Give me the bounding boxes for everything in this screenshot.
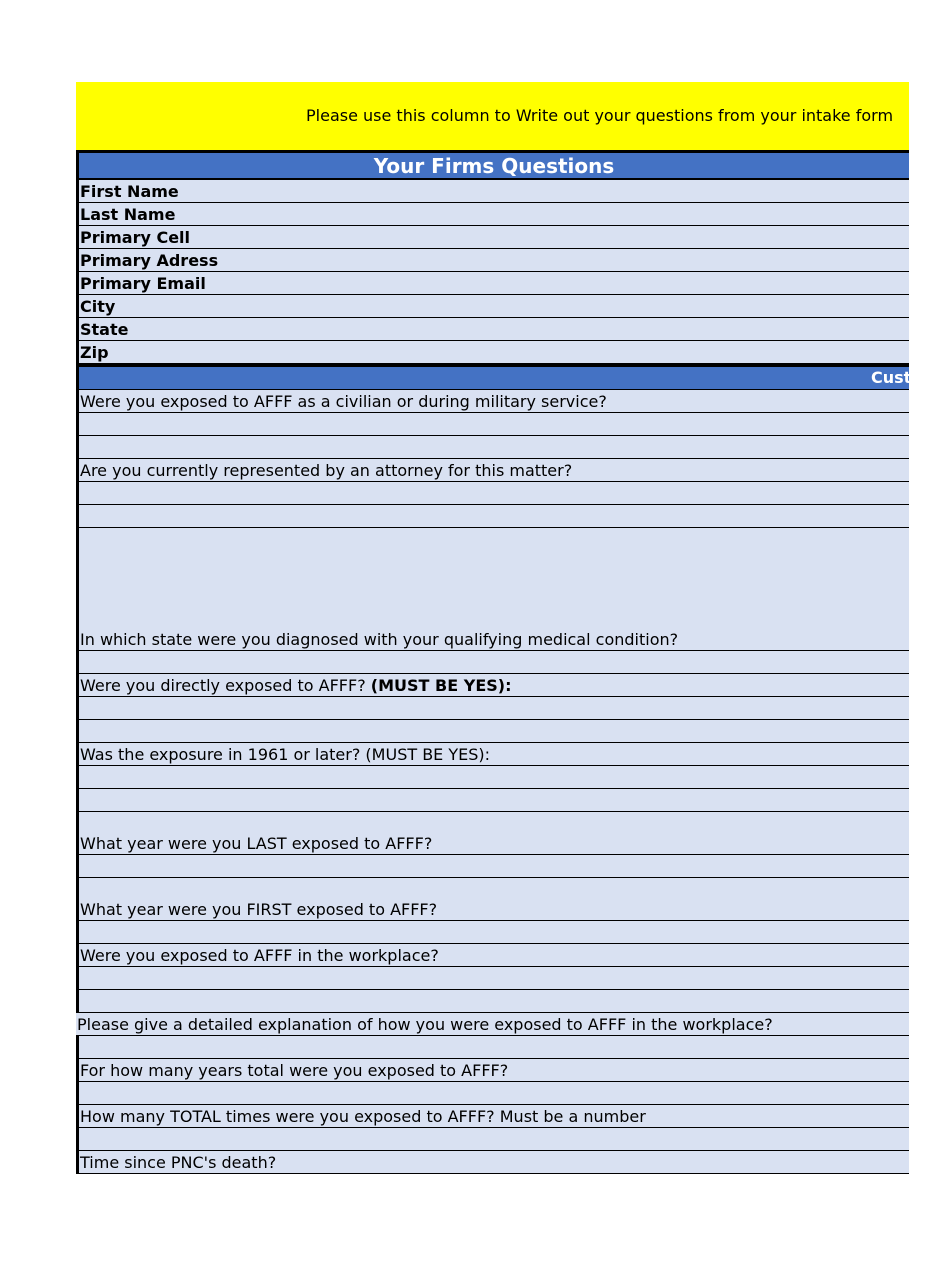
- blank-row[interactable]: [79, 1082, 909, 1105]
- question-text: Were you directly exposed to AFFF?: [80, 676, 366, 695]
- question-row[interactable]: Were you exposed to AFFF in the workplace?: [79, 944, 909, 967]
- blank-row[interactable]: [79, 413, 909, 436]
- question-row[interactable]: For how many years total were you exposed to AFFF?: [79, 1059, 909, 1082]
- custom-section-header: Custom: [79, 364, 909, 390]
- question-row[interactable]: Time since PNC's death?: [79, 1151, 909, 1174]
- firm-questions-title: Your Firms Questions: [76, 150, 909, 180]
- cell-first-name[interactable]: First Name: [79, 180, 909, 203]
- cell-primary-cell[interactable]: Primary Cell: [79, 226, 909, 249]
- blank-row[interactable]: [79, 697, 909, 720]
- blank-row[interactable]: [79, 720, 909, 743]
- blank-row[interactable]: [79, 921, 909, 944]
- must-be-yes-note: (MUST BE YES):: [370, 676, 512, 695]
- blank-row[interactable]: [79, 855, 909, 878]
- question-row[interactable]: Are you currently represented by an attorney for this matter?: [79, 459, 909, 482]
- blank-row[interactable]: [79, 436, 909, 459]
- cell-zip[interactable]: Zip: [79, 341, 909, 364]
- question-row[interactable]: In which state were you diagnosed with your qualifying medical condition?: [79, 528, 909, 651]
- blank-row[interactable]: [79, 651, 909, 674]
- cell-last-name[interactable]: Last Name: [79, 203, 909, 226]
- cell-city[interactable]: City: [79, 295, 909, 318]
- question-row[interactable]: How many TOTAL times were you exposed to AFFF? Must be a number: [79, 1105, 909, 1128]
- cell-state[interactable]: State: [79, 318, 909, 341]
- question-row[interactable]: What year were you LAST exposed to AFFF?: [79, 812, 909, 855]
- blank-row[interactable]: [79, 1036, 909, 1059]
- blank-row[interactable]: [79, 1128, 909, 1151]
- question-row[interactable]: Was the exposure in 1961 or later? (MUST BE YES):: [79, 743, 909, 766]
- blank-row[interactable]: [79, 505, 909, 528]
- banner-text: Please use this column to Write out your questions from your intake form: [306, 106, 894, 125]
- cell-primary-email[interactable]: Primary Email: [79, 272, 909, 295]
- question-row[interactable]: [79, 674, 909, 697]
- question-rows: [76, 180, 939, 1174]
- spreadsheet: [76, 82, 939, 1174]
- blank-row[interactable]: [79, 482, 909, 505]
- instruction-banner: [76, 82, 909, 150]
- blank-row[interactable]: [79, 967, 909, 990]
- question-row[interactable]: Were you exposed to AFFF as a civilian or during military service?: [79, 390, 909, 413]
- blank-row[interactable]: [79, 789, 909, 812]
- cell-primary-address[interactable]: Primary Adress: [79, 249, 909, 272]
- blank-row[interactable]: [79, 766, 909, 789]
- question-row[interactable]: Please give a detailed explanation of how you were exposed to AFFF in the workplace?: [76, 1013, 909, 1036]
- blank-row[interactable]: [79, 990, 909, 1013]
- question-row[interactable]: What year were you FIRST exposed to AFFF?: [79, 878, 909, 921]
